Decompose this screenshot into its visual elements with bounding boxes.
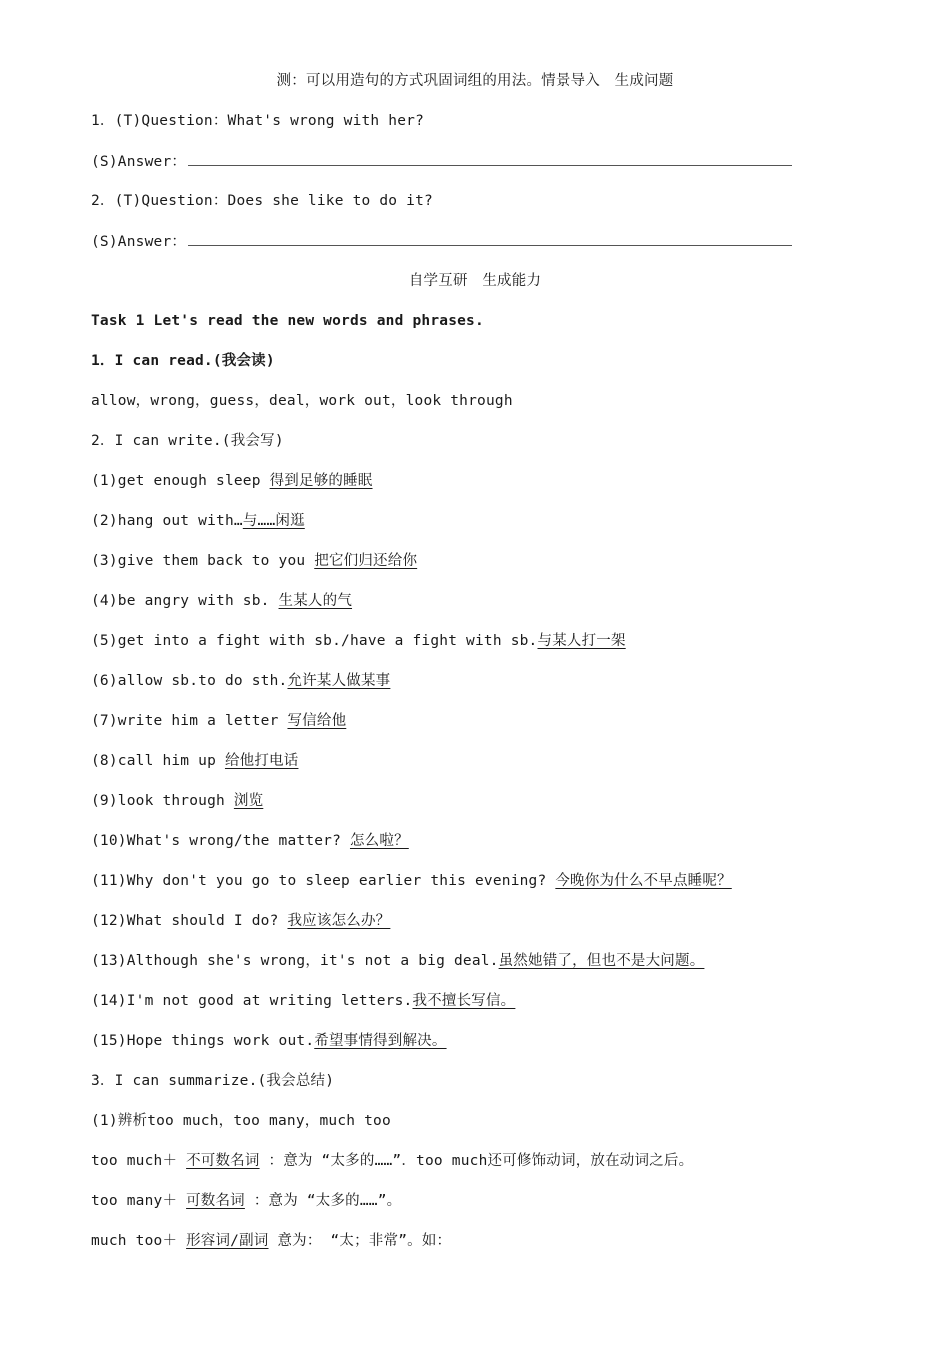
- rule-answer: 不可数名词: [186, 1153, 260, 1169]
- phrase-cn-answer: 今晚你为什么不早点睡呢？: [555, 873, 732, 889]
- read-words: allow，wrong，guess，deal，work out，look through: [91, 393, 513, 409]
- rule-answer: 可数名词: [186, 1193, 245, 1209]
- rule-prefix: too many＋: [91, 1193, 187, 1209]
- phrase-en: (12)What should I do?: [91, 913, 288, 929]
- summarize-heading: 3．I can summarize.(我会总结): [91, 1073, 335, 1089]
- phrase-en: (3)give them back to you: [91, 553, 315, 569]
- header-line: 测：可以用造句的方式巩固词组的用法。情景导入 生成问题: [276, 73, 674, 89]
- phrase-cn-answer: 怎么啦？: [349, 833, 409, 849]
- phrase-en: (10)What's wrong/the matter?: [91, 833, 350, 849]
- phrase-cn-answer: 我不擅长写信。: [412, 993, 516, 1009]
- phrase-en: (13)Although she's wrong，it's not a big deal.: [91, 953, 499, 969]
- write-item-11: [91, 871, 732, 891]
- write-item-1: [91, 471, 373, 491]
- answer-2-line: [91, 231, 792, 252]
- write-heading: 2．I can write.(我会写): [91, 433, 284, 449]
- rule-much-too: [91, 1231, 451, 1251]
- write-item-10: [91, 831, 409, 851]
- phrase-en: (2)hang out with…: [91, 513, 243, 529]
- rule-too-many: [91, 1191, 401, 1211]
- phrase-cn-answer: 生某人的气: [278, 593, 353, 609]
- write-item-4: [91, 591, 352, 611]
- phrase-en: (11)Why don't you go to sleep earlier this evening?: [91, 873, 556, 889]
- write-item-5: [91, 631, 626, 651]
- write-item-14: [91, 991, 515, 1011]
- rule-too-much: [91, 1151, 693, 1171]
- phrase-cn-answer: 希望事情得到解决。: [314, 1033, 447, 1049]
- phrase-cn-answer: 浏览: [233, 793, 264, 809]
- phrase-cn-answer: 允许某人做某事: [287, 673, 391, 689]
- phrase-en: (8)call him up: [91, 753, 225, 769]
- summarize-subheading: (1)辨析too much，too many，much too: [91, 1113, 391, 1129]
- phrase-en: (5)get into a fight with sb./have a fight with sb.: [91, 633, 538, 649]
- write-item-6: [91, 671, 390, 691]
- question-1: 1．(T)Question：What's wrong with her?: [91, 113, 425, 129]
- phrase-en: (14)I'm not good at writing letters.: [91, 993, 413, 1009]
- phrase-cn-answer: 与某人打一架: [537, 633, 626, 649]
- answer-2-label: (S)Answer：: [91, 234, 187, 250]
- write-item-12: [91, 911, 390, 931]
- phrase-cn-answer: 给他打电话: [224, 753, 299, 769]
- phrase-en: (6)allow sb.to do sth.: [91, 673, 288, 689]
- rule-prefix: too much＋: [91, 1153, 187, 1169]
- write-item-7: [91, 711, 346, 731]
- phrase-en: (9)look through: [91, 793, 234, 809]
- answer-2-blank[interactable]: [188, 231, 792, 246]
- rule-explanation: 意为： “太；非常”。如：: [268, 1233, 452, 1249]
- write-item-3: [91, 551, 417, 571]
- answer-1-line: [91, 151, 792, 172]
- phrase-cn-answer: 虽然她错了，但也不是大问题。: [498, 953, 705, 969]
- rule-answer: 形容词/副词: [186, 1233, 269, 1249]
- write-item-8: [91, 751, 298, 771]
- write-item-9: [91, 791, 263, 811]
- phrase-en: (1)get enough sleep: [91, 473, 270, 489]
- phrase-cn-answer: 把它们归还给你: [314, 553, 418, 569]
- write-item-15: [91, 1031, 447, 1051]
- rule-explanation: ：意为 “太多的……”。: [244, 1193, 402, 1209]
- rule-prefix: much too＋: [91, 1233, 187, 1249]
- phrase-en: (15)Hope things work out.: [91, 1033, 315, 1049]
- phrase-cn-answer: 我应该怎么办？: [287, 913, 391, 929]
- answer-1-blank[interactable]: [188, 151, 792, 166]
- section-title: 自学互研 生成能力: [408, 273, 542, 289]
- rule-explanation: ：意为 “太多的……”．too much还可修饰动词，放在动词之后。: [259, 1153, 694, 1169]
- task-title: Task 1 Let's read the new words and phrases.: [91, 313, 484, 329]
- phrase-en: (7)write him a letter: [91, 713, 288, 729]
- question-2: 2．(T)Question：Does she like to do it?: [91, 193, 433, 209]
- answer-1-label: (S)Answer：: [91, 154, 187, 170]
- write-item-13: [91, 951, 704, 971]
- phrase-cn-answer: 与……闲逛: [242, 513, 305, 529]
- write-item-2: [91, 511, 305, 531]
- phrase-en: (4)be angry with sb.: [91, 593, 279, 609]
- read-heading: 1．I can read.(我会读): [91, 353, 275, 369]
- phrase-cn-answer: 得到足够的睡眠: [269, 473, 373, 489]
- phrase-cn-answer: 写信给他: [287, 713, 347, 729]
